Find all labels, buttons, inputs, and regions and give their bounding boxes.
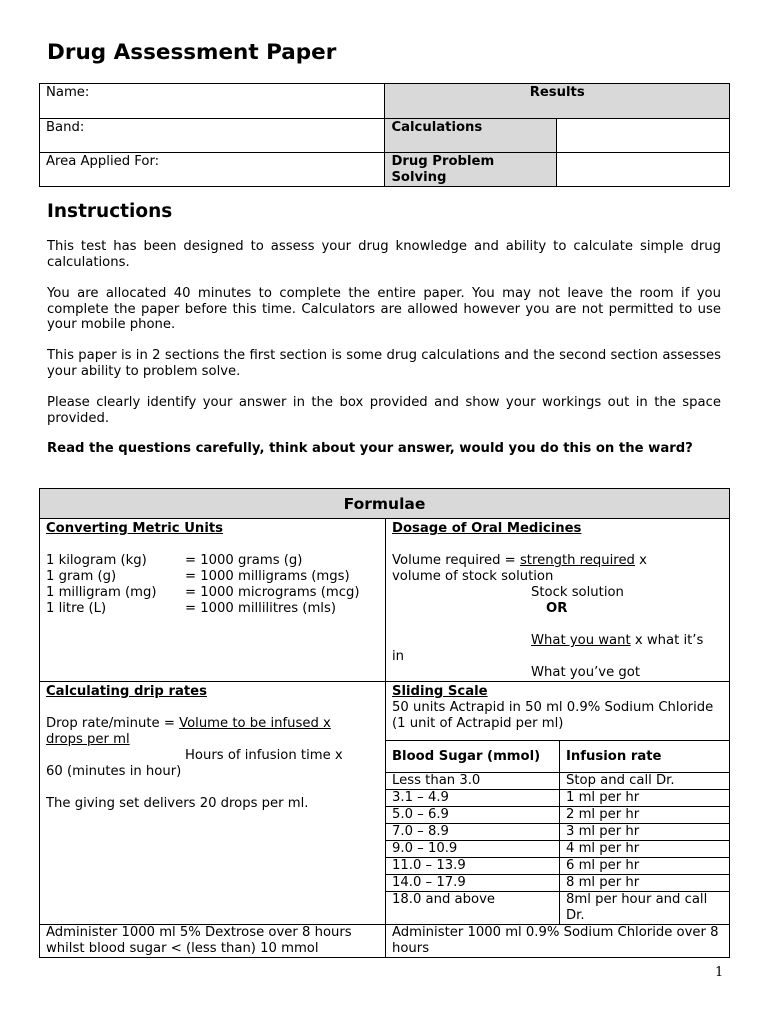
area-applied-field: Area Applied For: bbox=[40, 153, 385, 187]
table-row: 9.0 – 10.9 4 ml per hr bbox=[386, 841, 729, 858]
metric-row: 1 litre (L) = 1000 millilitres (mls) bbox=[46, 601, 336, 616]
oral-formula-line: volume of stock solution bbox=[392, 569, 554, 584]
oral-formula-line: Stock solution bbox=[531, 585, 624, 600]
table-row: 3.1 – 4.9 1 ml per hr bbox=[386, 790, 729, 807]
oral-formula-line: What you’ve got bbox=[531, 665, 640, 680]
table-row: 5.0 – 6.9 2 ml per hr bbox=[386, 807, 729, 824]
infusion-rate-header: Infusion rate bbox=[560, 741, 730, 773]
dextrose-instruction: Administer 1000 ml 5% Dextrose over 8 hours whilst blood sugar < (less than) 10 mmol bbox=[40, 925, 386, 958]
sliding-scale-table bbox=[386, 740, 729, 924]
table-row: 7.0 – 8.9 3 ml per hr bbox=[386, 824, 729, 841]
sodium-chloride-instruction: Administer 1000 ml 0.9% Sodium Chloride over 8 hours bbox=[386, 925, 730, 958]
oral-medicines-heading: Dosage of Oral Medicines bbox=[392, 521, 582, 536]
candidate-info-table bbox=[39, 83, 730, 187]
oral-formula-line: What you want x what it’s bbox=[531, 633, 704, 648]
oral-medicines-cell bbox=[386, 519, 730, 682]
instructions-heading: Instructions bbox=[47, 201, 173, 222]
table-row: 11.0 – 13.9 6 ml per hr bbox=[386, 858, 729, 875]
calculations-label: Calculations bbox=[385, 119, 557, 153]
problem-solving-label: Drug Problem Solving bbox=[385, 153, 557, 187]
oral-formula-line: Volume required = strength required x bbox=[392, 553, 647, 568]
drip-formula-line: drops per ml bbox=[46, 732, 130, 747]
instructions-emphasis: Read the questions carefully, think about your answer, would you do this on the ward? bbox=[47, 441, 693, 456]
oral-formula-line: in bbox=[392, 649, 405, 664]
instructions-paragraph: You are allocated 40 minutes to complete the entire paper. You may not leave the room if you complete the paper before this time. Calculators are allowed however you are not permitted to use your mobile phone. bbox=[47, 286, 721, 332]
metric-row: 1 kilogram (kg) = 1000 grams (g) bbox=[46, 553, 303, 568]
page-title: Drug Assessment Paper bbox=[47, 40, 337, 65]
table-row: Less than 3.0 Stop and call Dr. bbox=[386, 773, 729, 790]
blood-sugar-header: Blood Sugar (mmol) bbox=[386, 741, 560, 773]
sliding-scale-description: 50 units Actrapid in 50 ml 0.9% Sodium Chloride (1 unit of Actrapid per ml) bbox=[392, 700, 714, 731]
table-row: 14.0 – 17.9 8 ml per hr bbox=[386, 875, 729, 892]
formulae-table bbox=[39, 488, 730, 958]
drip-formula-line: Hours of infusion time x bbox=[185, 748, 343, 763]
page-number: 1 bbox=[715, 965, 724, 980]
metric-row: 1 gram (g) = 1000 milligrams (mgs) bbox=[46, 569, 350, 584]
drip-formula-line: Drop rate/minute = Volume to be infused x bbox=[46, 716, 331, 731]
sliding-scale-heading: Sliding Scale bbox=[392, 684, 488, 699]
band-field: Band: bbox=[40, 119, 385, 153]
table-row: 18.0 and above 8ml per hour and call Dr. bbox=[386, 892, 729, 925]
drip-formula-line: 60 (minutes in hour) bbox=[46, 764, 182, 779]
calculations-result-cell bbox=[557, 119, 730, 153]
metric-units-heading: Converting Metric Units bbox=[46, 521, 223, 536]
instructions-paragraph: Please clearly identify your answer in the box provided and show your workings out in the space provided. bbox=[47, 395, 721, 426]
metric-row: 1 milligram (mg) = 1000 micrograms (mcg) bbox=[46, 585, 360, 600]
drip-note: The giving set delivers 20 drops per ml. bbox=[46, 796, 309, 811]
problem-solving-result-cell bbox=[557, 153, 730, 187]
formulae-header: Formulae bbox=[40, 489, 730, 519]
drip-rates-cell bbox=[40, 682, 386, 925]
metric-units-cell bbox=[40, 519, 386, 682]
sliding-scale-cell bbox=[386, 682, 730, 925]
instructions-paragraph: This paper is in 2 sections the first section is some drug calculations and the second section assesses your ability to problem solve. bbox=[47, 348, 721, 379]
name-field: Name: bbox=[40, 84, 385, 119]
instructions-paragraph: This test has been designed to assess your drug knowledge and ability to calculate simple drug calculations. bbox=[47, 239, 721, 270]
drip-rates-heading: Calculating drip rates bbox=[46, 684, 207, 699]
oral-formula-or: OR bbox=[546, 601, 568, 616]
results-header: Results bbox=[385, 84, 730, 119]
